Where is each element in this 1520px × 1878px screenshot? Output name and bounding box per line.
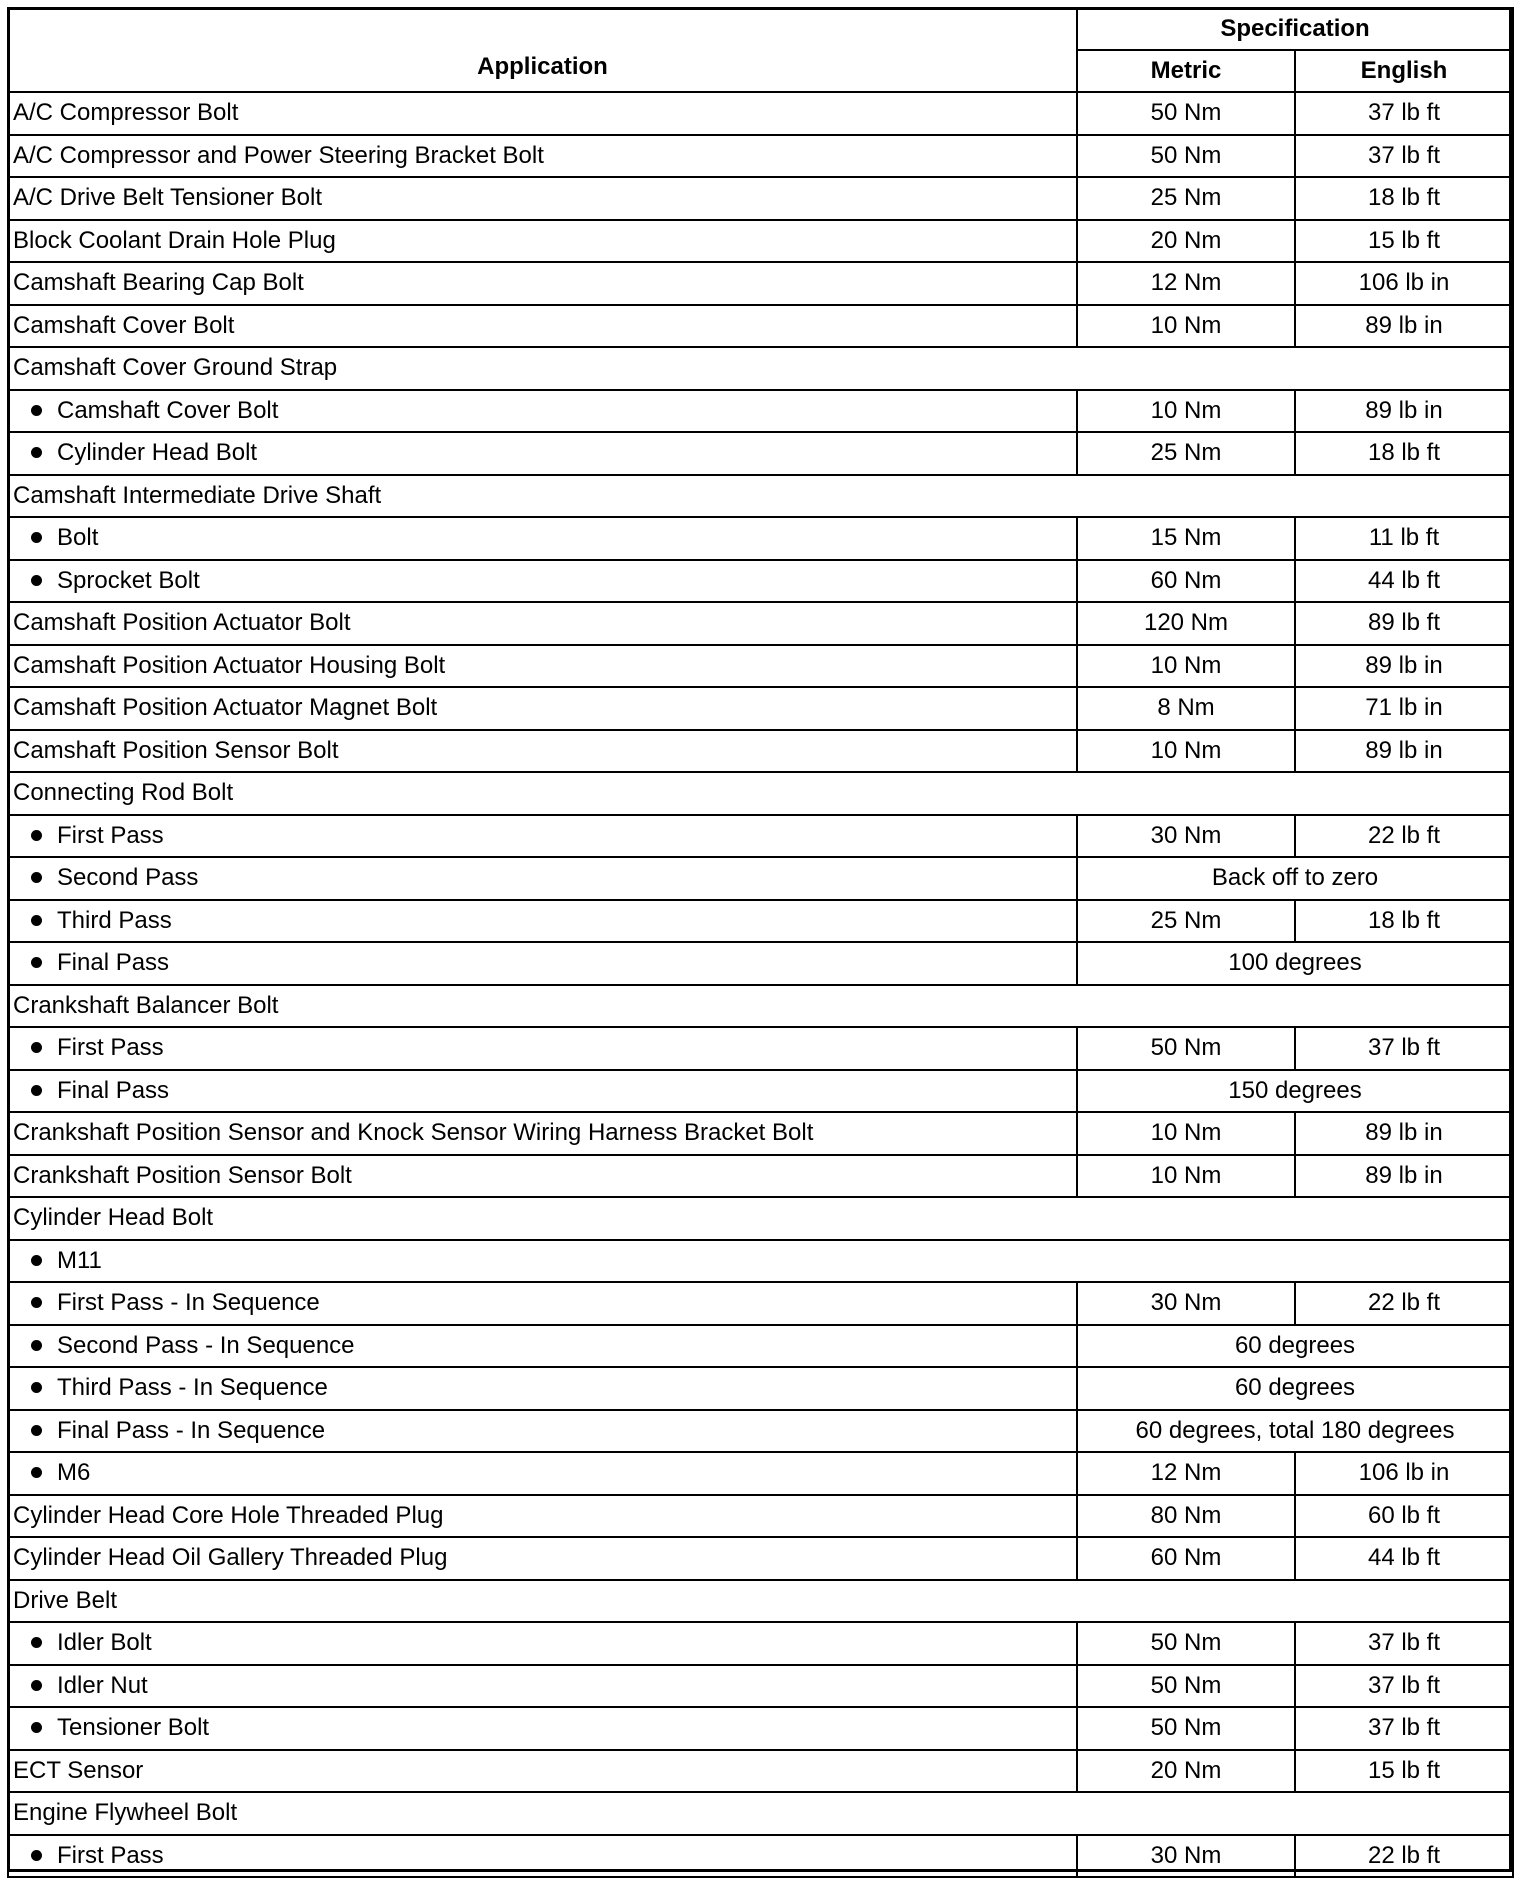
metric-cell: 10 Nm [1077,1112,1295,1155]
application-cell [8,262,1077,305]
application-label: Final Pass [57,1076,170,1104]
application-cell [8,942,1077,985]
application-label: Drive Belt [13,1586,118,1614]
bullet-icon [31,1297,42,1308]
metric-cell: 25 Nm [1077,432,1295,475]
table-row [8,730,1513,773]
table-row [8,390,1513,433]
application-cell [8,1112,1077,1155]
application-label: Idler Bolt [57,1629,152,1657]
application-label: A/C Compressor Bolt [13,99,239,127]
table-group-row [8,1792,1513,1835]
specification-span-cell: Back off to zero [1077,857,1513,900]
table-row [8,220,1513,263]
application-cell [8,985,1513,1028]
table-row [8,1155,1513,1198]
english-cell: 22 lb ft [1295,815,1513,858]
application-cell [8,1580,1513,1623]
application-label: Bolt [57,524,99,552]
application-cell [8,687,1077,730]
english-cell: 89 lb in [1295,645,1513,688]
english-cell: 89 lb ft [1295,602,1513,645]
application-cell [8,1325,1077,1368]
english-cell: 37 lb ft [1295,135,1513,178]
application-label: First Pass - In Sequence [57,1289,320,1317]
application-cell [8,135,1077,178]
specification-span-cell: 150 degrees [1077,1070,1513,1113]
application-cell [8,857,1077,900]
table-group-row [8,985,1513,1028]
metric-cell: 50 Nm [1077,1027,1295,1070]
table-row [8,1325,1513,1368]
table-row [8,1452,1513,1495]
bullet-icon [31,1722,42,1733]
application-cell [8,1070,1077,1113]
application-label: Connecting Rod Bolt [13,779,234,807]
application-header: Application [8,8,1077,92]
bullet-icon [31,1425,42,1436]
fastener-spec-table [7,7,1514,1878]
application-cell [8,1495,1077,1538]
table-row [8,262,1513,305]
application-label: Sprocket Bolt [57,566,200,594]
english-cell: 89 lb in [1295,1112,1513,1155]
application-label: Engine Flywheel Bolt [13,1799,238,1827]
table-row [8,602,1513,645]
application-label: M11 [57,1246,102,1274]
application-cell [8,1197,1513,1240]
english-cell: 15 lb ft [1295,220,1513,263]
table-row [8,900,1513,943]
metric-cell: 12 Nm [1077,262,1295,305]
table-group-row [8,1240,1513,1283]
english-cell: 60 lb ft [1295,1495,1513,1538]
application-label: Tensioner Bolt [57,1714,210,1742]
application-cell [8,432,1077,475]
header-row-top [8,8,1513,50]
application-cell [8,1537,1077,1580]
table-row [8,1410,1513,1453]
table-row [8,1750,1513,1793]
application-label: First Pass [57,821,164,849]
english-cell: 18 lb ft [1295,432,1513,475]
bullet-icon [31,1637,42,1648]
application-cell [8,92,1077,135]
application-cell [8,1452,1077,1495]
english-cell: 89 lb in [1295,390,1513,433]
application-label: Block Coolant Drain Hole Plug [13,226,336,254]
english-cell: 18 lb ft [1295,177,1513,220]
application-cell [8,347,1513,390]
table-row [8,1537,1513,1580]
metric-cell: 30 Nm [1077,815,1295,858]
application-cell [8,730,1077,773]
table-row [8,687,1513,730]
english-cell: 22 lb ft [1295,1835,1513,1878]
metric-cell: 120 Nm [1077,602,1295,645]
metric-cell: 80 Nm [1077,1495,1295,1538]
application-label: Second Pass [57,864,199,892]
application-label: Camshaft Position Actuator Magnet Bolt [13,694,438,722]
bullet-icon [31,830,42,841]
english-cell: 18 lb ft [1295,900,1513,943]
metric-cell: 10 Nm [1077,305,1295,348]
table-row [8,1367,1513,1410]
metric-cell: 12 Nm [1077,1452,1295,1495]
metric-cell: 25 Nm [1077,900,1295,943]
table-row [8,1282,1513,1325]
application-cell [8,177,1077,220]
metric-cell: 10 Nm [1077,730,1295,773]
table-row [8,1027,1513,1070]
application-label: Cylinder Head Bolt [57,439,258,467]
application-label: Camshaft Intermediate Drive Shaft [13,481,382,509]
application-label: Third Pass [57,906,172,934]
table-row [8,1835,1513,1878]
table-group-row [8,772,1513,815]
metric-cell: 50 Nm [1077,1665,1295,1708]
application-label: Camshaft Bearing Cap Bolt [13,269,304,297]
metric-cell: 25 Nm [1077,177,1295,220]
table-row [8,177,1513,220]
table-group-row [8,1197,1513,1240]
table-row [8,942,1513,985]
table-row [8,517,1513,560]
application-cell [8,220,1077,263]
english-cell: 37 lb ft [1295,1665,1513,1708]
bullet-icon [31,872,42,883]
application-label: M6 [57,1459,91,1487]
english-cell: 37 lb ft [1295,1622,1513,1665]
specification-span-cell: 60 degrees [1077,1367,1513,1410]
bullet-icon [31,1382,42,1393]
bullet-icon [31,1680,42,1691]
application-cell [8,1707,1077,1750]
specification-header: Specification [1077,8,1513,50]
table-row [8,1070,1513,1113]
metric-cell: 10 Nm [1077,390,1295,433]
application-label: Crankshaft Balancer Bolt [13,991,279,1019]
application-cell [8,602,1077,645]
application-label: A/C Drive Belt Tensioner Bolt [13,184,323,212]
metric-header: Metric [1077,50,1295,92]
table-row [8,92,1513,135]
bullet-icon [31,1255,42,1266]
application-cell [8,475,1513,518]
english-cell: 89 lb in [1295,1155,1513,1198]
application-label: Cylinder Head Bolt [13,1204,214,1232]
application-cell [8,1367,1077,1410]
metric-cell: 60 Nm [1077,1537,1295,1580]
table-row [8,432,1513,475]
table-row [8,560,1513,603]
english-cell: 106 lb in [1295,262,1513,305]
specification-span-cell: 100 degrees [1077,942,1513,985]
application-cell [8,1240,1513,1283]
table-row [8,1112,1513,1155]
english-cell: 11 lb ft [1295,517,1513,560]
application-label: Second Pass - In Sequence [57,1331,355,1359]
metric-cell: 60 Nm [1077,560,1295,603]
table-row [8,305,1513,348]
english-cell: 37 lb ft [1295,1707,1513,1750]
table-group-row [8,475,1513,518]
english-cell: 37 lb ft [1295,92,1513,135]
application-label: ECT Sensor [13,1756,144,1784]
application-cell [8,390,1077,433]
table-row [8,1622,1513,1665]
application-cell [8,1665,1077,1708]
application-label: Camshaft Position Actuator Bolt [13,609,351,637]
bullet-icon [31,1340,42,1351]
application-label: Camshaft Cover Bolt [13,311,235,339]
table-row [8,1665,1513,1708]
application-label: Third Pass - In Sequence [57,1374,328,1402]
english-cell: 71 lb in [1295,687,1513,730]
application-label: Final Pass [57,949,170,977]
application-cell [8,560,1077,603]
application-cell [8,1027,1077,1070]
table-row [8,1495,1513,1538]
english-header: English [1295,50,1513,92]
application-label: Camshaft Position Actuator Housing Bolt [13,651,446,679]
application-label: First Pass [57,1034,164,1062]
application-label: Idler Nut [57,1671,148,1699]
application-label: Crankshaft Position Sensor Bolt [13,1161,352,1189]
bullet-icon [31,447,42,458]
specification-span-cell: 60 degrees [1077,1325,1513,1368]
bullet-icon [31,1042,42,1053]
table-row [8,1707,1513,1750]
metric-cell: 50 Nm [1077,135,1295,178]
english-cell: 89 lb in [1295,730,1513,773]
english-cell: 89 lb in [1295,305,1513,348]
table-group-row [8,347,1513,390]
application-label: Camshaft Position Sensor Bolt [13,736,339,764]
application-cell [8,1282,1077,1325]
application-label: Crankshaft Position Sensor and Knock Sensor Wiring Harness Bracket Bolt [13,1119,814,1147]
metric-cell: 10 Nm [1077,1155,1295,1198]
application-cell [8,1750,1077,1793]
application-cell [8,1155,1077,1198]
application-cell [8,305,1077,348]
application-label: First Pass [57,1841,164,1869]
bullet-icon [31,1085,42,1096]
table-row [8,857,1513,900]
english-cell: 15 lb ft [1295,1750,1513,1793]
metric-cell: 50 Nm [1077,1622,1295,1665]
application-label: Camshaft Cover Ground Strap [13,354,338,382]
english-cell: 44 lb ft [1295,1537,1513,1580]
application-cell [8,645,1077,688]
application-label: Cylinder Head Core Hole Threaded Plug [13,1501,444,1529]
application-cell [8,1792,1513,1835]
application-label: Final Pass - In Sequence [57,1416,326,1444]
metric-cell: 10 Nm [1077,645,1295,688]
metric-cell: 50 Nm [1077,92,1295,135]
table-row [8,815,1513,858]
application-cell [8,1622,1077,1665]
bullet-icon [31,1850,42,1861]
metric-cell: 30 Nm [1077,1282,1295,1325]
bullet-icon [31,1467,42,1478]
bullet-icon [31,957,42,968]
bullet-icon [31,405,42,416]
application-label: Cylinder Head Oil Gallery Threaded Plug [13,1544,448,1572]
application-cell [8,517,1077,560]
application-label: Camshaft Cover Bolt [57,396,279,424]
application-cell [8,772,1513,815]
application-cell [8,1835,1077,1878]
english-cell: 44 lb ft [1295,560,1513,603]
bullet-icon [31,532,42,543]
bullet-icon [31,575,42,586]
application-label: A/C Compressor and Power Steering Bracket Bolt [13,141,544,169]
bullet-icon [31,915,42,926]
table-row [8,135,1513,178]
metric-cell: 20 Nm [1077,220,1295,263]
metric-cell: 8 Nm [1077,687,1295,730]
english-cell: 106 lb in [1295,1452,1513,1495]
table-header [8,8,1513,92]
english-cell: 22 lb ft [1295,1282,1513,1325]
metric-cell: 30 Nm [1077,1835,1295,1878]
english-cell: 37 lb ft [1295,1027,1513,1070]
application-cell [8,900,1077,943]
application-cell [8,815,1077,858]
metric-cell: 20 Nm [1077,1750,1295,1793]
table-row [8,645,1513,688]
table-body [8,92,1513,1877]
table-group-row [8,1580,1513,1623]
application-cell [8,1410,1077,1453]
specification-span-cell: 60 degrees, total 180 degrees [1077,1410,1513,1453]
metric-cell: 15 Nm [1077,517,1295,560]
metric-cell: 50 Nm [1077,1707,1295,1750]
